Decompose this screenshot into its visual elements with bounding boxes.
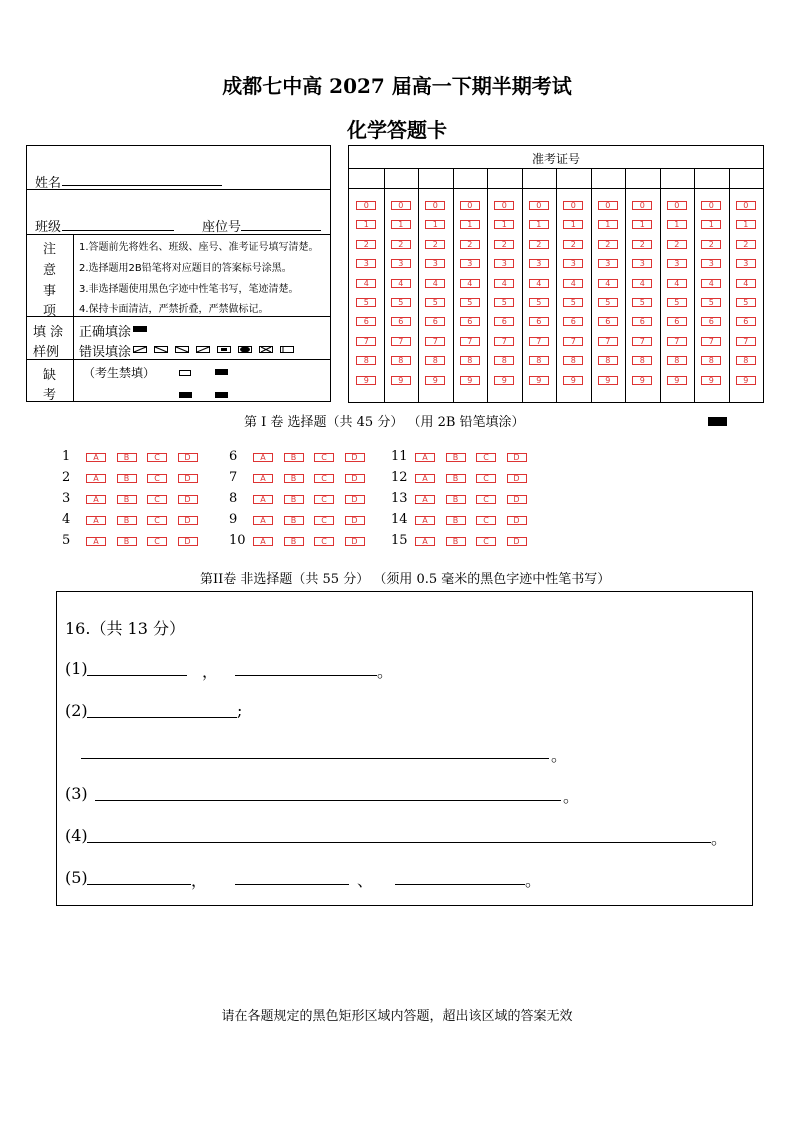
exam-id-bubble[interactable]: 3 bbox=[425, 259, 445, 268]
q16-part5-blank1[interactable] bbox=[87, 884, 191, 885]
exam-id-bubble[interactable]: 1 bbox=[529, 220, 549, 229]
q16-part1-blank1[interactable] bbox=[87, 675, 187, 676]
mc-option-bubble[interactable]: C bbox=[476, 495, 496, 504]
exam-id-bubble[interactable]: 2 bbox=[736, 240, 756, 249]
exam-id-bubble[interactable]: 4 bbox=[632, 279, 652, 288]
exam-id-bubble[interactable]: 2 bbox=[494, 240, 514, 249]
exam-id-bubble[interactable]: 7 bbox=[425, 337, 445, 346]
wrong-fill-samples bbox=[133, 345, 303, 355]
mc-option-bubble[interactable]: D bbox=[178, 474, 198, 483]
q16-part2-end: ; bbox=[237, 701, 243, 720]
mc-option-bubble[interactable]: C bbox=[476, 453, 496, 462]
exam-id-bubble[interactable]: 2 bbox=[529, 240, 549, 249]
exam-id-column-divider bbox=[522, 168, 523, 402]
mc-option-bubble[interactable]: D bbox=[345, 537, 365, 546]
notes-heading-char: 事 bbox=[43, 284, 57, 299]
exam-id-bubble[interactable]: 9 bbox=[425, 376, 445, 385]
mc-question-number: 1 bbox=[62, 449, 71, 464]
mc-option-bubble[interactable]: A bbox=[86, 537, 106, 546]
exam-id-bubble[interactable]: 0 bbox=[391, 201, 411, 210]
mc-option-bubble[interactable]: A bbox=[415, 474, 435, 483]
position-mark bbox=[215, 392, 228, 398]
exam-id-bubble[interactable]: 6 bbox=[356, 317, 376, 326]
mc-question-number: 12 bbox=[391, 470, 408, 485]
mc-option-bubble[interactable]: B bbox=[446, 537, 466, 546]
name-label: 姓名 bbox=[35, 176, 62, 191]
q16-part5-blank3[interactable] bbox=[395, 884, 525, 885]
mc-option-bubble[interactable]: C bbox=[147, 495, 167, 504]
mc-option-bubble[interactable]: A bbox=[415, 516, 435, 525]
correct-fill-sample bbox=[133, 326, 147, 332]
mc-option-bubble[interactable]: B bbox=[284, 516, 304, 525]
exam-id-bubble[interactable]: 5 bbox=[529, 298, 549, 307]
q16-part1-end: 。 bbox=[377, 662, 394, 681]
exam-id-bubble[interactable]: 6 bbox=[494, 317, 514, 326]
exam-id-bubble[interactable]: 9 bbox=[563, 376, 583, 385]
class-label: 班级 bbox=[35, 220, 62, 235]
seat-label: 座位号 bbox=[202, 220, 242, 235]
exam-id-bubble[interactable]: 8 bbox=[563, 356, 583, 365]
name-field[interactable] bbox=[62, 185, 222, 186]
exam-id-bubble[interactable]: 4 bbox=[529, 279, 549, 288]
mc-question-number: 5 bbox=[62, 533, 71, 548]
exam-id-label: 准考证号 bbox=[531, 152, 580, 166]
exam-id-bubble[interactable]: 9 bbox=[701, 376, 721, 385]
mc-option-bubble[interactable]: D bbox=[178, 495, 198, 504]
exam-id-bubble[interactable]: 5 bbox=[563, 298, 583, 307]
mc-question-number: 2 bbox=[62, 470, 71, 485]
exam-id-bubble[interactable]: 6 bbox=[632, 317, 652, 326]
exam-id-bubble[interactable]: 3 bbox=[563, 259, 583, 268]
answer-area-16[interactable] bbox=[56, 591, 753, 906]
absent-box[interactable] bbox=[179, 370, 191, 376]
exam-id-bubble[interactable]: 0 bbox=[598, 201, 618, 210]
exam-id-bubble[interactable]: 8 bbox=[529, 356, 549, 365]
mc-option-bubble[interactable]: C bbox=[147, 516, 167, 525]
position-mark bbox=[708, 417, 727, 426]
mc-question-number: 8 bbox=[229, 491, 238, 506]
mc-option-bubble[interactable]: A bbox=[415, 453, 435, 462]
notes-heading-char: 项 bbox=[43, 304, 57, 319]
mc-question-number: 6 bbox=[229, 449, 238, 464]
exam-id-bubble[interactable]: 5 bbox=[667, 298, 687, 307]
mc-option-bubble[interactable]: D bbox=[178, 537, 198, 546]
exam-id-column-divider bbox=[453, 168, 454, 402]
mc-option-bubble[interactable]: B bbox=[117, 537, 137, 546]
exam-id-bubble[interactable]: 7 bbox=[667, 337, 687, 346]
mc-option-bubble[interactable]: B bbox=[117, 474, 137, 483]
exam-id-bubble[interactable]: 7 bbox=[460, 337, 480, 346]
exam-id-bubble[interactable]: 1 bbox=[425, 220, 445, 229]
note-item: 2.选择题用2B铅笔将对应题目的答案标号涂黑。 bbox=[79, 263, 292, 274]
exam-id-bubble[interactable]: 4 bbox=[598, 279, 618, 288]
exam-id-bubble[interactable]: 1 bbox=[632, 220, 652, 229]
exam-id-bubble[interactable]: 2 bbox=[425, 240, 445, 249]
exam-id-box bbox=[348, 145, 764, 403]
exam-id-bubble[interactable]: 8 bbox=[667, 356, 687, 365]
exam-id-bubble[interactable]: 1 bbox=[701, 220, 721, 229]
exam-id-bubble[interactable]: 2 bbox=[356, 240, 376, 249]
q16-part1-sep: ， bbox=[202, 662, 219, 681]
q16-part2b-end: 。 bbox=[551, 746, 568, 765]
q16-part4-label: (4) bbox=[65, 826, 88, 845]
exam-id-bubble[interactable]: 2 bbox=[667, 240, 687, 249]
mc-option-bubble[interactable]: D bbox=[178, 453, 198, 462]
note-item: 3.非选择题使用黑色字迹中性笔书写，笔迹清楚。 bbox=[79, 284, 299, 295]
exam-id-bubble[interactable]: 0 bbox=[632, 201, 652, 210]
exam-id-bubble[interactable]: 2 bbox=[632, 240, 652, 249]
correct-fill-label: 正确填涂 bbox=[79, 325, 132, 340]
absent-heading: 考 bbox=[43, 388, 57, 403]
mc-option-bubble[interactable]: D bbox=[507, 537, 527, 546]
mc-question-number: 10 bbox=[229, 533, 246, 548]
exam-id-bubble[interactable]: 1 bbox=[736, 220, 756, 229]
exam-id-bubble[interactable]: 4 bbox=[356, 279, 376, 288]
exam-id-bubble[interactable]: 1 bbox=[563, 220, 583, 229]
mc-option-bubble[interactable]: D bbox=[507, 495, 527, 504]
exam-id-bubble[interactable]: 8 bbox=[632, 356, 652, 365]
exam-id-bubble[interactable]: 2 bbox=[701, 240, 721, 249]
exam-id-column-divider bbox=[694, 168, 695, 402]
exam-id-column-divider bbox=[418, 168, 419, 402]
exam-id-bubble[interactable]: 6 bbox=[667, 317, 687, 326]
exam-id-bubble[interactable]: 4 bbox=[667, 279, 687, 288]
exam-id-column-divider bbox=[556, 168, 557, 402]
absent-note: （考生禁填） bbox=[83, 366, 156, 380]
exam-id-bubble[interactable]: 0 bbox=[667, 201, 687, 210]
exam-id-bubble[interactable]: 0 bbox=[701, 201, 721, 210]
q16-part5-label: (5) bbox=[65, 868, 88, 887]
exam-id-bubble[interactable]: 7 bbox=[391, 337, 411, 346]
exam-id-bubble[interactable]: 5 bbox=[736, 298, 756, 307]
mc-option-bubble[interactable]: A bbox=[86, 516, 106, 525]
card-title: 化学答题卡 bbox=[347, 118, 447, 142]
exam-id-bubble[interactable]: 0 bbox=[356, 201, 376, 210]
exam-id-bubble[interactable]: 4 bbox=[425, 279, 445, 288]
exam-id-bubble[interactable]: 9 bbox=[494, 376, 514, 385]
mc-option-bubble[interactable]: A bbox=[253, 495, 273, 504]
mc-option-bubble[interactable]: B bbox=[446, 453, 466, 462]
mc-option-bubble[interactable]: A bbox=[86, 495, 106, 504]
exam-id-bubble[interactable]: 3 bbox=[701, 259, 721, 268]
notes-heading-char: 意 bbox=[43, 263, 57, 278]
exam-id-bubble[interactable]: 7 bbox=[529, 337, 549, 346]
exam-id-bubble[interactable]: 6 bbox=[563, 317, 583, 326]
mc-option-bubble[interactable]: A bbox=[253, 537, 273, 546]
q16-part3-end: 。 bbox=[563, 787, 580, 806]
mc-option-bubble[interactable]: A bbox=[253, 453, 273, 462]
mc-option-bubble[interactable]: A bbox=[415, 537, 435, 546]
mc-option-bubble[interactable]: B bbox=[284, 453, 304, 462]
q16-part4-end: 。 bbox=[711, 829, 728, 848]
exam-id-bubble[interactable]: 5 bbox=[460, 298, 480, 307]
mc-option-bubble[interactable]: C bbox=[147, 453, 167, 462]
exam-id-bubble[interactable]: 0 bbox=[563, 201, 583, 210]
q16-part3-label: (3) bbox=[65, 784, 88, 803]
exam-id-bubble[interactable]: 2 bbox=[563, 240, 583, 249]
mc-option-bubble[interactable]: C bbox=[314, 453, 334, 462]
mc-option-bubble[interactable]: D bbox=[345, 474, 365, 483]
exam-id-bubble[interactable]: 5 bbox=[356, 298, 376, 307]
exam-id-bubble[interactable]: 3 bbox=[460, 259, 480, 268]
exam-id-bubble[interactable]: 9 bbox=[632, 376, 652, 385]
mc-option-bubble[interactable]: C bbox=[147, 537, 167, 546]
wrong-fill-label: 错误填涂 bbox=[79, 345, 132, 360]
exam-id-bubble[interactable]: 4 bbox=[736, 279, 756, 288]
exam-id-bubble[interactable]: 0 bbox=[460, 201, 480, 210]
mc-option-bubble[interactable]: D bbox=[507, 474, 527, 483]
mc-option-bubble[interactable]: D bbox=[345, 453, 365, 462]
q16-part2-label: (2) bbox=[65, 701, 88, 720]
exam-id-bubble[interactable]: 0 bbox=[494, 201, 514, 210]
exam-id-bubble[interactable]: 1 bbox=[598, 220, 618, 229]
q16-part2-blank2[interactable] bbox=[81, 758, 549, 759]
exam-id-bubble[interactable]: 5 bbox=[701, 298, 721, 307]
exam-id-bubble[interactable]: 8 bbox=[391, 356, 411, 365]
exam-id-bubble[interactable]: 0 bbox=[425, 201, 445, 210]
q16-part5-sep2: 、 bbox=[357, 871, 374, 890]
exam-id-column-divider bbox=[487, 168, 488, 402]
mc-option-bubble[interactable]: A bbox=[253, 474, 273, 483]
mc-question-number: 4 bbox=[62, 512, 71, 527]
exam-id-bubble[interactable]: 1 bbox=[494, 220, 514, 229]
mc-option-bubble[interactable]: B bbox=[284, 537, 304, 546]
exam-id-bubble[interactable]: 8 bbox=[736, 356, 756, 365]
section2-heading: 第II卷 非选择题（共 55 分） （须用 0.5 毫米的黑色字迹中性笔书写） bbox=[200, 572, 611, 587]
mc-option-bubble[interactable]: D bbox=[178, 516, 198, 525]
mc-option-bubble[interactable]: A bbox=[86, 453, 106, 462]
exam-id-bubble[interactable]: 5 bbox=[598, 298, 618, 307]
exam-id-bubble[interactable]: 6 bbox=[529, 317, 549, 326]
mc-option-bubble[interactable]: D bbox=[345, 495, 365, 504]
mc-option-bubble[interactable]: B bbox=[446, 495, 466, 504]
q16-part5-end: 。 bbox=[525, 871, 542, 890]
exam-id-bubble[interactable]: 1 bbox=[460, 220, 480, 229]
mc-option-bubble[interactable]: C bbox=[314, 474, 334, 483]
mc-option-bubble[interactable]: C bbox=[476, 474, 496, 483]
exam-id-bubble[interactable]: 8 bbox=[494, 356, 514, 365]
mc-question-number: 15 bbox=[391, 533, 408, 548]
exam-id-bubble[interactable]: 3 bbox=[736, 259, 756, 268]
exam-id-column-divider bbox=[384, 168, 385, 402]
position-mark bbox=[179, 392, 192, 398]
exam-id-bubble[interactable]: 9 bbox=[356, 376, 376, 385]
q16-part1-blank2[interactable] bbox=[235, 675, 377, 676]
mc-option-bubble[interactable]: D bbox=[507, 516, 527, 525]
exam-id-bubble[interactable]: 1 bbox=[391, 220, 411, 229]
exam-id-bubble[interactable]: 7 bbox=[736, 337, 756, 346]
mc-option-bubble[interactable]: A bbox=[253, 516, 273, 525]
footer-note: 请在各题规定的黑色矩形区域内答题，超出该区域的答案无效 bbox=[221, 1009, 573, 1024]
mc-option-bubble[interactable]: B bbox=[446, 516, 466, 525]
mc-option-bubble[interactable]: C bbox=[476, 537, 496, 546]
exam-id-bubble[interactable]: 0 bbox=[736, 201, 756, 210]
mc-question-number: 3 bbox=[62, 491, 71, 506]
q16-part5-blank2[interactable] bbox=[235, 884, 349, 885]
mc-option-bubble[interactable]: B bbox=[284, 474, 304, 483]
mc-option-bubble[interactable]: C bbox=[314, 495, 334, 504]
sample-heading: 样例 bbox=[33, 345, 60, 360]
mc-option-bubble[interactable]: B bbox=[117, 453, 137, 462]
q16-part1-label: (1) bbox=[65, 659, 88, 678]
exam-id-bubble[interactable]: 9 bbox=[736, 376, 756, 385]
exam-id-bubble[interactable]: 4 bbox=[391, 279, 411, 288]
exam-id-bubble[interactable]: 5 bbox=[494, 298, 514, 307]
exam-id-bubble[interactable]: 3 bbox=[667, 259, 687, 268]
seat-field[interactable] bbox=[241, 230, 321, 231]
mc-question-number: 7 bbox=[229, 470, 238, 485]
exam-id-bubble[interactable]: 8 bbox=[356, 356, 376, 365]
q16-part4-blank[interactable] bbox=[87, 842, 711, 843]
mc-option-bubble[interactable]: B bbox=[446, 474, 466, 483]
mc-option-bubble[interactable]: C bbox=[314, 537, 334, 546]
exam-id-bubble[interactable]: 5 bbox=[391, 298, 411, 307]
exam-id-bubble[interactable]: 8 bbox=[701, 356, 721, 365]
student-info-box bbox=[26, 145, 331, 402]
exam-id-bubble[interactable]: 2 bbox=[460, 240, 480, 249]
exam-id-bubble[interactable]: 7 bbox=[356, 337, 376, 346]
note-item: 1.答题前先将姓名、班级、座号、准考证号填写清楚。 bbox=[79, 242, 319, 253]
exam-id-bubble[interactable]: 8 bbox=[460, 356, 480, 365]
mc-question-number: 13 bbox=[391, 491, 408, 506]
sample-heading: 填 涂 bbox=[33, 325, 64, 340]
exam-id-column-divider bbox=[625, 168, 626, 402]
exam-id-bubble[interactable]: 8 bbox=[598, 356, 618, 365]
exam-id-bubble[interactable]: 3 bbox=[356, 259, 376, 268]
exam-id-bubble[interactable]: 6 bbox=[425, 317, 445, 326]
exam-id-bubble[interactable]: 7 bbox=[598, 337, 618, 346]
exam-id-bubble[interactable]: 7 bbox=[632, 337, 652, 346]
section1-heading: 第 I 卷 选择题（共 45 分） （用 2B 铅笔填涂） bbox=[244, 415, 525, 430]
exam-id-column-divider bbox=[660, 168, 661, 402]
exam-id-bubble[interactable]: 3 bbox=[494, 259, 514, 268]
exam-id-bubble[interactable]: 6 bbox=[391, 317, 411, 326]
exam-id-bubble[interactable]: 3 bbox=[391, 259, 411, 268]
exam-id-bubble[interactable]: 9 bbox=[529, 376, 549, 385]
exam-id-bubble[interactable]: 8 bbox=[425, 356, 445, 365]
exam-id-bubble[interactable]: 1 bbox=[356, 220, 376, 229]
exam-id-bubble[interactable]: 2 bbox=[391, 240, 411, 249]
exam-id-bubble[interactable]: 3 bbox=[632, 259, 652, 268]
exam-id-bubble[interactable]: 3 bbox=[598, 259, 618, 268]
class-field[interactable] bbox=[62, 230, 174, 231]
mc-option-bubble[interactable]: C bbox=[314, 516, 334, 525]
exam-id-bubble[interactable]: 7 bbox=[563, 337, 583, 346]
exam-id-bubble[interactable]: 3 bbox=[529, 259, 549, 268]
mc-option-bubble[interactable]: B bbox=[284, 495, 304, 504]
mc-question-number: 14 bbox=[391, 512, 408, 527]
exam-id-bubble[interactable]: 4 bbox=[701, 279, 721, 288]
exam-id-bubble[interactable]: 4 bbox=[460, 279, 480, 288]
exam-id-bubble[interactable]: 6 bbox=[736, 317, 756, 326]
mc-option-bubble[interactable]: A bbox=[415, 495, 435, 504]
exam-id-bubble[interactable]: 0 bbox=[529, 201, 549, 210]
exam-id-bubble[interactable]: 9 bbox=[460, 376, 480, 385]
exam-title: 成都七中高 2027 届高一下期半期考试 bbox=[222, 74, 572, 98]
exam-id-bubble[interactable]: 9 bbox=[391, 376, 411, 385]
mc-option-bubble[interactable]: D bbox=[507, 453, 527, 462]
q16-title: 16.（共 13 分） bbox=[65, 619, 185, 638]
mc-question-number: 9 bbox=[229, 512, 238, 527]
q16-part2-blank1[interactable] bbox=[87, 717, 237, 718]
exam-id-bubble[interactable]: 9 bbox=[598, 376, 618, 385]
exam-id-bubble[interactable]: 4 bbox=[563, 279, 583, 288]
exam-id-bubble[interactable]: 9 bbox=[667, 376, 687, 385]
mc-option-bubble[interactable]: B bbox=[117, 495, 137, 504]
mc-option-bubble[interactable]: A bbox=[86, 474, 106, 483]
exam-id-bubble[interactable]: 2 bbox=[598, 240, 618, 249]
exam-id-bubble[interactable]: 1 bbox=[667, 220, 687, 229]
position-mark bbox=[215, 369, 228, 375]
mc-question-number: 11 bbox=[391, 449, 408, 464]
note-item: 4.保持卡面清洁，严禁折叠，严禁做标记。 bbox=[79, 304, 269, 315]
exam-id-column-divider bbox=[591, 168, 592, 402]
exam-id-bubble[interactable]: 6 bbox=[460, 317, 480, 326]
exam-id-bubble[interactable]: 6 bbox=[598, 317, 618, 326]
exam-id-bubble[interactable]: 7 bbox=[494, 337, 514, 346]
mc-option-bubble[interactable]: D bbox=[345, 516, 365, 525]
mc-option-bubble[interactable]: C bbox=[147, 474, 167, 483]
exam-id-bubble[interactable]: 7 bbox=[701, 337, 721, 346]
exam-id-bubble[interactable]: 6 bbox=[701, 317, 721, 326]
exam-id-bubble[interactable]: 5 bbox=[632, 298, 652, 307]
exam-id-column-divider bbox=[729, 168, 730, 402]
q16-part5-sep1: ， bbox=[191, 871, 208, 890]
mc-option-bubble[interactable]: C bbox=[476, 516, 496, 525]
mc-option-bubble[interactable]: B bbox=[117, 516, 137, 525]
q16-part3-blank[interactable] bbox=[95, 800, 561, 801]
exam-id-bubble[interactable]: 4 bbox=[494, 279, 514, 288]
notes-heading-char: 注 bbox=[43, 242, 57, 257]
absent-heading: 缺 bbox=[43, 368, 57, 383]
exam-id-bubble[interactable]: 5 bbox=[425, 298, 445, 307]
